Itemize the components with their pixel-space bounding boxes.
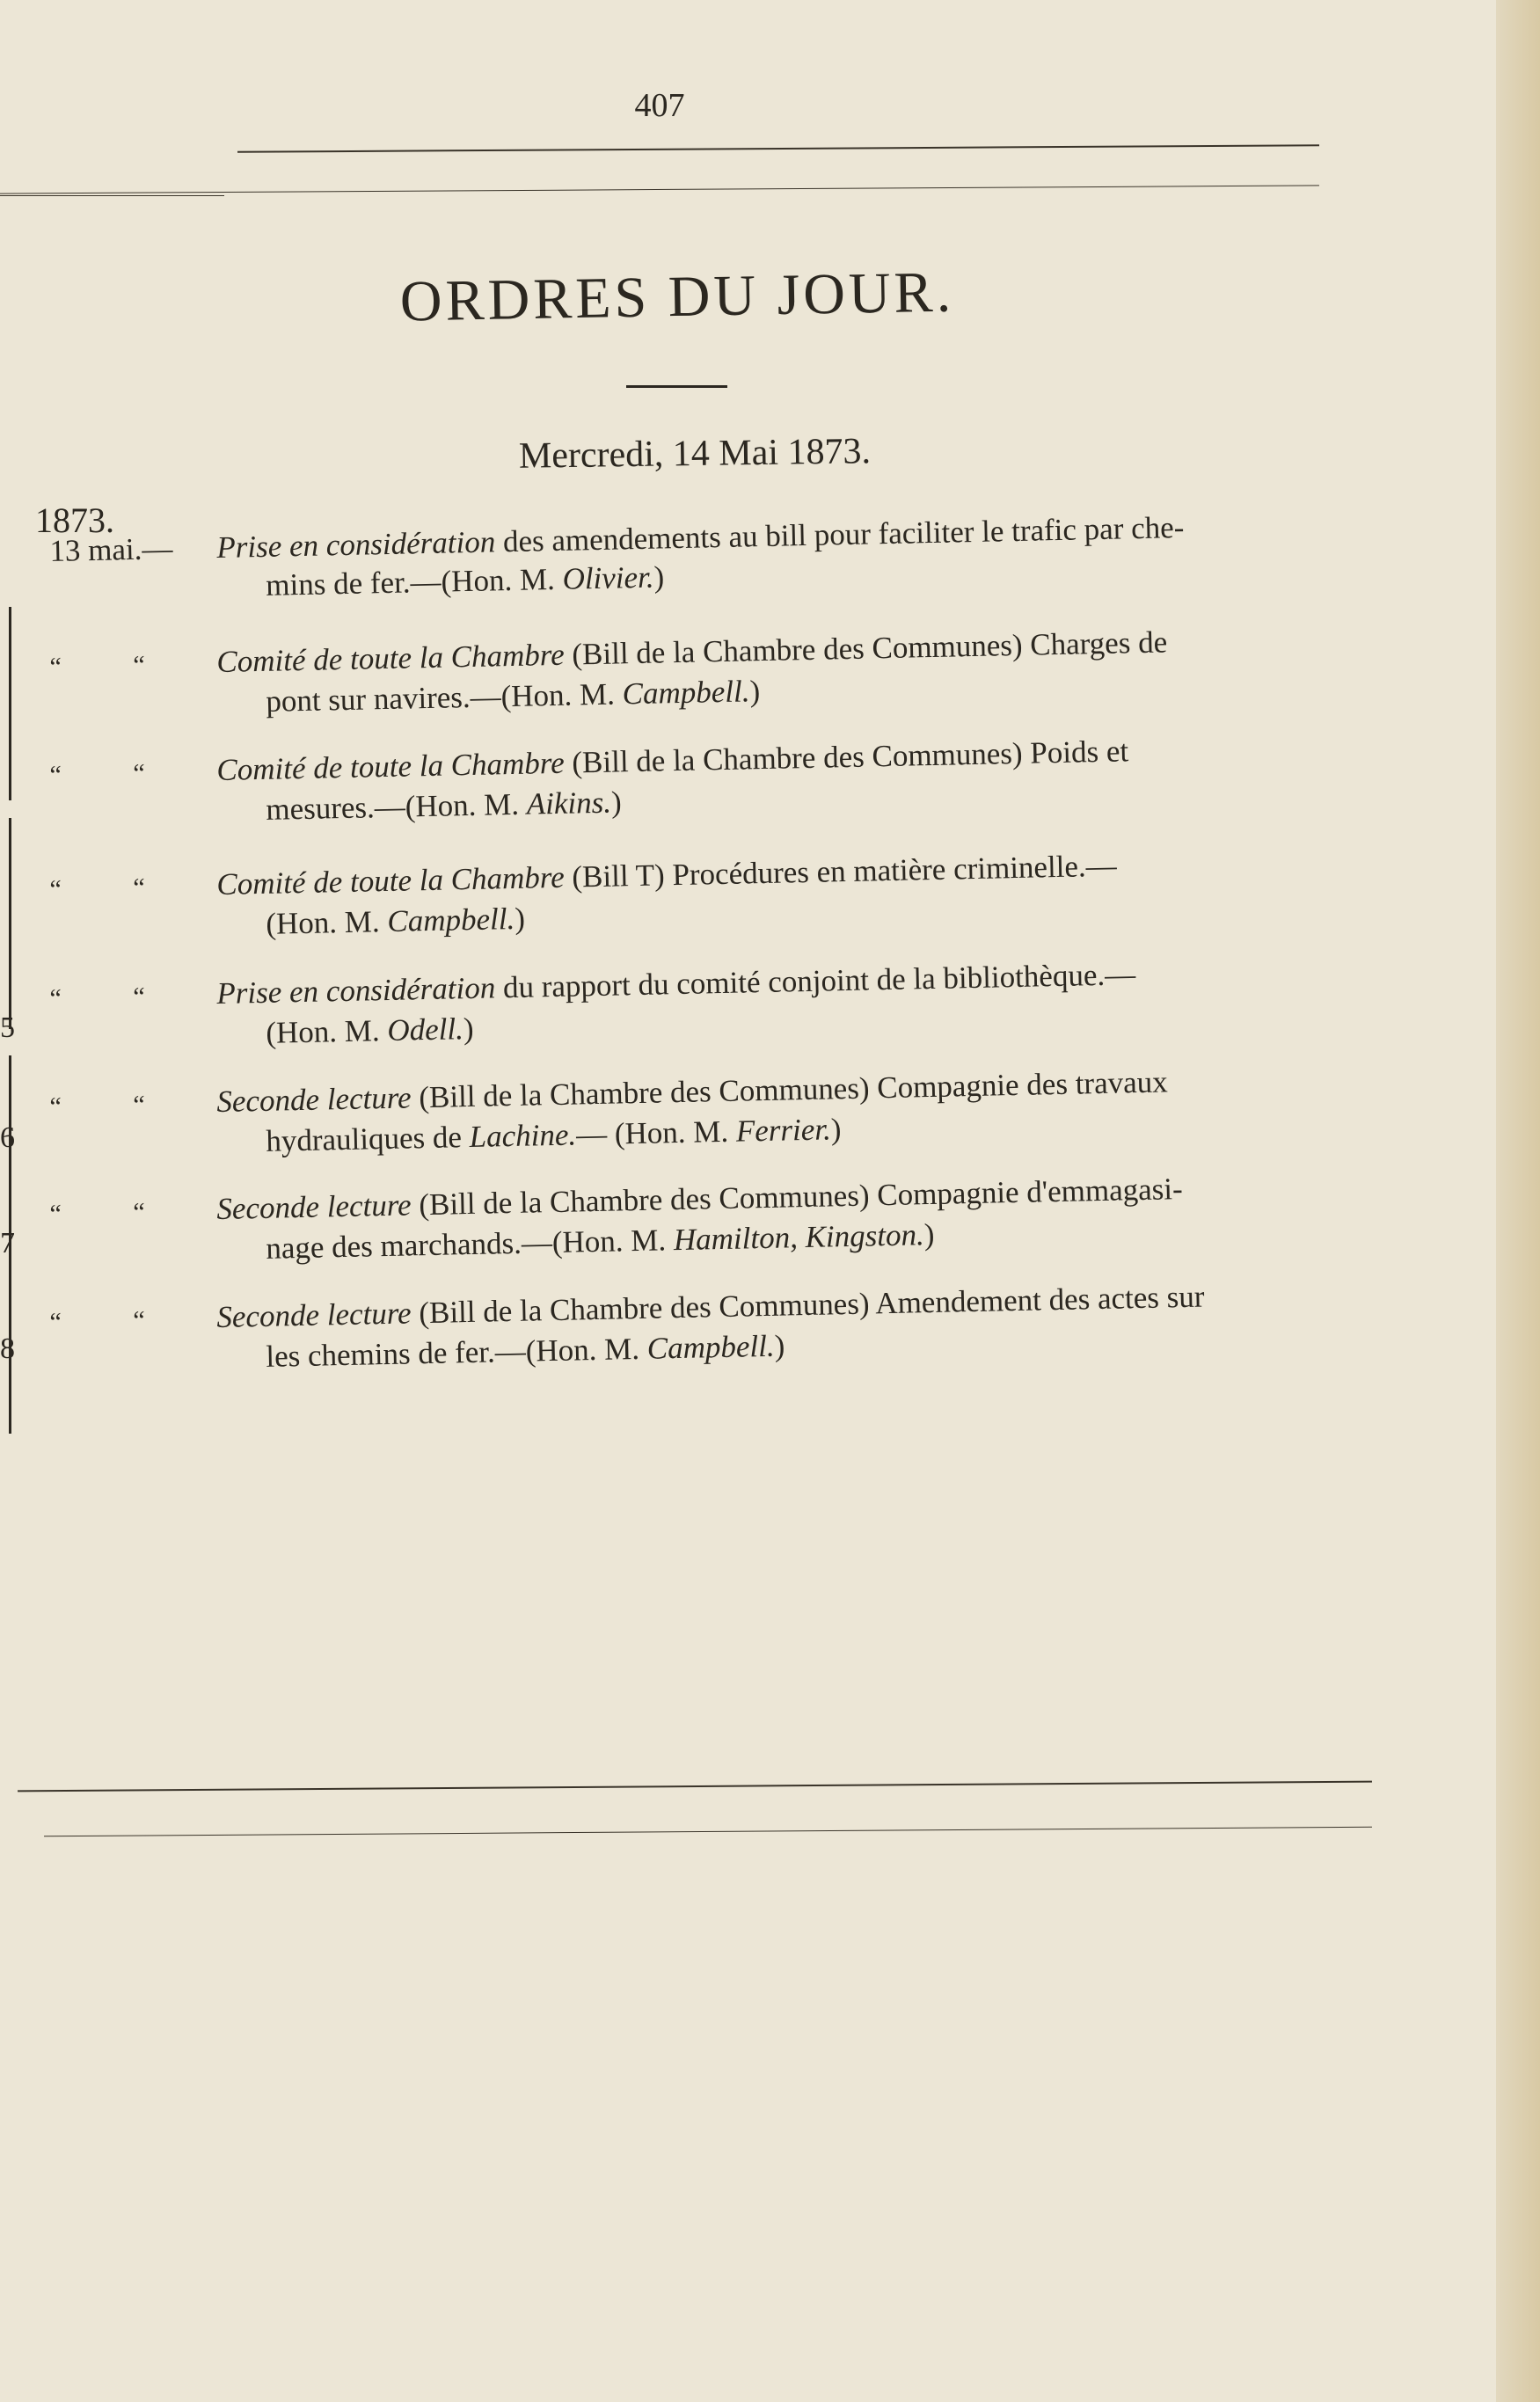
entry-member: Olivier. xyxy=(562,559,654,596)
entry-text: mins de fer.—(Hon. M. xyxy=(265,561,563,602)
ditto-mark: “ xyxy=(49,983,62,1013)
order-entry xyxy=(49,951,1370,1057)
entry-text: du rapport du comité conjoint de la bibliothèque.— xyxy=(494,957,1136,1005)
entry-text: nage des marchands.—(Hon. M. xyxy=(265,1223,675,1266)
order-entry xyxy=(49,619,1370,726)
margin-number: 5 xyxy=(0,1011,15,1044)
entry-member: Aikins. xyxy=(526,785,612,821)
entry-text: pont sur navires.—(Hon. M. xyxy=(265,676,624,719)
entry-text: (Bill de la Chambre des Communes) Charges de xyxy=(564,624,1168,672)
ditto-mark: “ xyxy=(49,1307,62,1337)
entry-action: Seconde lecture xyxy=(216,1187,412,1227)
header-rule-top xyxy=(237,144,1319,153)
margin-number: 6 xyxy=(0,1121,15,1154)
entry-text: ) xyxy=(923,1216,935,1252)
entry-member: Campbell. xyxy=(386,901,515,938)
entry-action: Seconde lecture xyxy=(216,1080,412,1120)
footer-rule-top xyxy=(18,1781,1372,1792)
ditto-mark: “ xyxy=(133,650,146,681)
ditto-mark: “ xyxy=(133,1305,146,1336)
margin-number: 8 xyxy=(0,1332,15,1365)
page-edge xyxy=(1496,0,1540,2402)
entry-member: Lachine. xyxy=(469,1117,577,1155)
entry-text: (Bill de la Chambre des Communes) Amendement des actes sur xyxy=(411,1279,1205,1331)
entry-text: ) xyxy=(830,1112,842,1147)
entry-date: 13 mai.— xyxy=(49,531,173,568)
entry-text: ) xyxy=(514,901,526,936)
entry-text: mesures.—(Hon. M. xyxy=(265,786,528,827)
margin-number: 7 xyxy=(0,1227,15,1259)
entry-text: (Bill de la Chambre des Communes) Compagnie des travaux xyxy=(411,1064,1169,1115)
ditto-mark: “ xyxy=(133,982,146,1012)
entry-member: Campbell. xyxy=(646,1328,776,1366)
entry-action: Prise en considération xyxy=(216,970,496,1011)
entry-text: (Bill T) Procédures en matière criminelle.— xyxy=(564,848,1118,894)
ditto-mark: “ xyxy=(49,652,62,682)
ditto-mark: “ xyxy=(133,1090,146,1121)
entry-action: Comité de toute la Chambre xyxy=(216,859,566,902)
session-date: Mercredi, 14 Mai 1873. xyxy=(518,431,872,477)
entry-member: Odell. xyxy=(386,1011,464,1048)
entry-action: Seconde lecture xyxy=(216,1296,412,1335)
entry-member: Hamilton, Kingston. xyxy=(673,1217,925,1258)
entry-text: des amendements au bill pour faciliter le trafic par che- xyxy=(494,509,1185,559)
margin-line xyxy=(9,607,11,800)
entry-text: ) xyxy=(749,674,761,709)
entry-text: (Hon. M. xyxy=(265,903,388,941)
ditto-mark: “ xyxy=(49,1199,62,1229)
margin-line xyxy=(9,818,11,1029)
ditto-mark: “ xyxy=(49,1091,62,1121)
ditto-mark: “ xyxy=(49,760,62,790)
entry-action: Comité de toute la Chambre xyxy=(216,745,566,788)
order-entry xyxy=(49,1166,1370,1273)
entry-member: Campbell. xyxy=(622,674,750,712)
order-entry xyxy=(49,842,1370,948)
order-entry xyxy=(49,505,1370,610)
entry-text: ) xyxy=(653,559,665,595)
entry-text: les chemins de fer.—(Hon. M. xyxy=(265,1331,648,1374)
entry-member: Ferrier. xyxy=(735,1112,832,1149)
order-entry xyxy=(49,727,1370,834)
entry-action: Prise en considération xyxy=(216,524,496,566)
entry-action: Comité de toute la Chambre xyxy=(216,637,566,680)
entry-text: ) xyxy=(610,785,623,820)
ditto-mark: “ xyxy=(49,874,62,904)
order-entry xyxy=(49,1274,1370,1381)
entry-text: ) xyxy=(463,1011,474,1047)
page-number: 407 xyxy=(634,87,685,124)
title-rule xyxy=(626,385,727,388)
ditto-mark: “ xyxy=(133,872,146,903)
header-rule-left xyxy=(0,195,224,196)
ditto-mark: “ xyxy=(133,1197,146,1228)
page-title: ORDRES DU JOUR. xyxy=(399,259,955,334)
header-rule-bottom xyxy=(0,185,1319,193)
entry-text: (Hon. M. xyxy=(265,1012,388,1050)
entry-text: — (Hon. M. xyxy=(575,1113,737,1152)
entry-text: ) xyxy=(774,1328,785,1363)
entry-text: hydrauliques de xyxy=(265,1120,471,1158)
order-entry xyxy=(49,1059,1370,1165)
entry-text: (Bill de la Chambre des Communes) Compagnie d'emmagasi- xyxy=(411,1172,1184,1223)
year-label: 1873. xyxy=(35,500,114,540)
ditto-mark: “ xyxy=(133,758,146,789)
footer-rule-bottom xyxy=(44,1827,1372,1837)
entry-text: (Bill de la Chambre des Communes) Poids et xyxy=(564,734,1129,780)
